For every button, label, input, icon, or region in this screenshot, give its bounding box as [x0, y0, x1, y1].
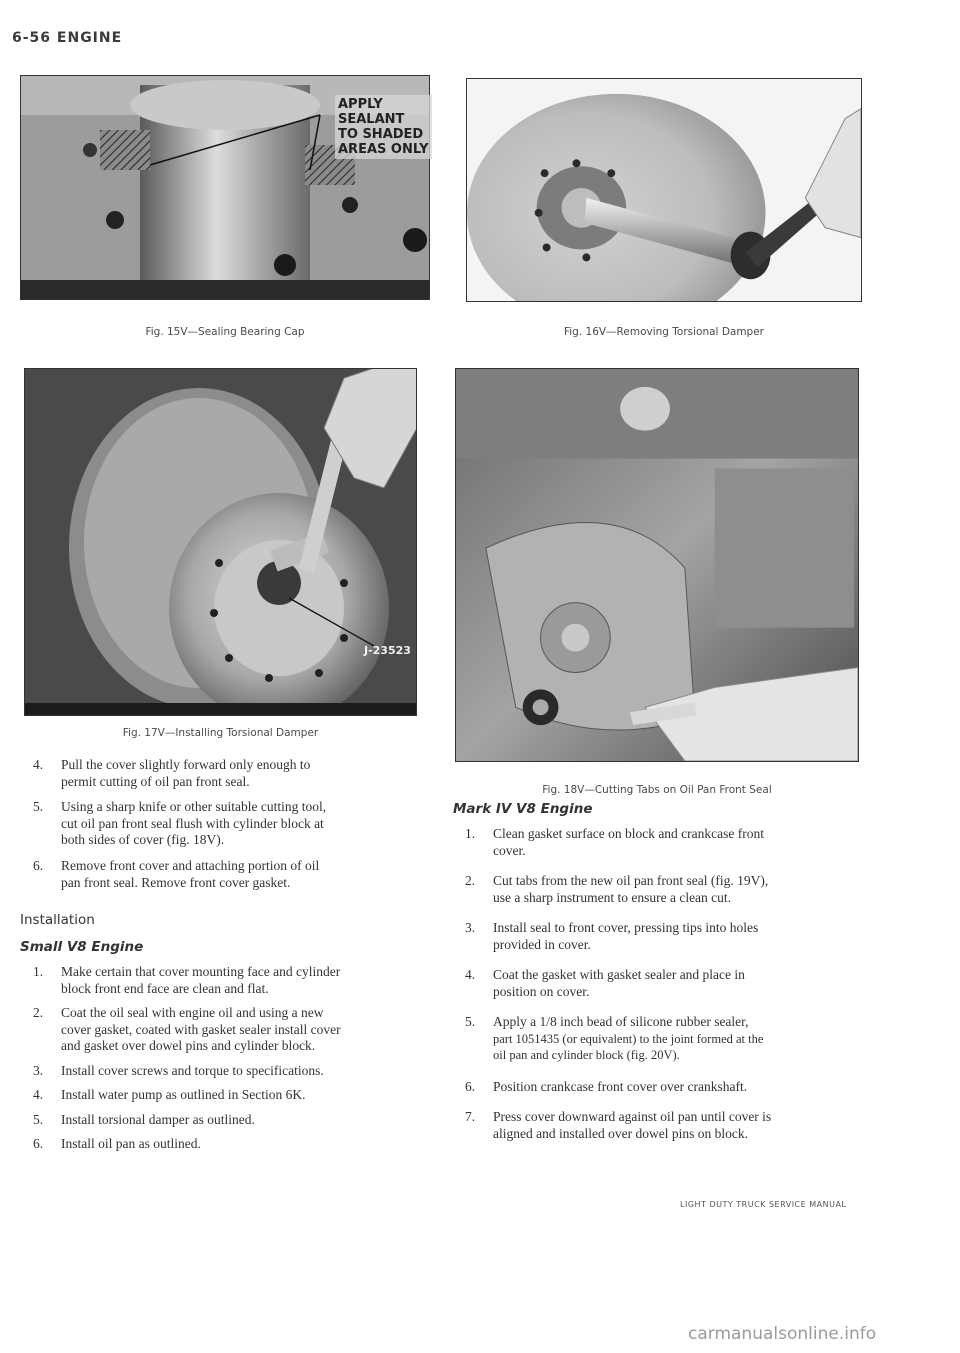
tool-number-label: J-23523 [364, 644, 411, 657]
figure-15v [20, 75, 430, 300]
manual-title-footer: LIGHT DUTY TRUCK SERVICE MANUAL [680, 1200, 847, 1209]
small-v8-heading: Small V8 Engine [20, 939, 144, 955]
figure-15v-caption: Fig. 15V—Sealing Bearing Cap [145, 326, 305, 338]
cutting-tabs-photo [455, 368, 859, 762]
installation-heading: Installation [20, 912, 95, 928]
left-steps-installation: 1. Make certain that cover mounting face and cylinder block front end face are clean and flat. 2. Coat the oil seal with engine oil and using a new cover gasket, coated with gasket sealer install cover and gasket over dowel pins and cylinder block. 3. Install cover screws and torque to specifications. 4. Install water pump as outlined in Section 6K. 5. Install torsional damper as outlined. 6. Install oil pan as outlined. [33, 964, 341, 1151]
sealant-callout: APPLY SEALANT TO SHADED AREAS ONLY [335, 95, 432, 159]
figure-18v-caption: Fig. 18V—Cutting Tabs on Oil Pan Front Seal [542, 784, 772, 796]
mark-iv-v8-heading: Mark IV V8 Engine [453, 801, 593, 817]
installing-damper-photo [24, 368, 417, 716]
figure-17v-caption: Fig. 17V—Installing Torsional Damper [122, 727, 319, 739]
right-steps: 1. Clean gasket surface on block and crankcase front cover. 2. Cut tabs from the new oil pan front seal (fig. 19V), use a sharp instrument to ensure a clean cut. 3. Install seal to front cover, pressing tips into holes provided in cover. 4. Coat the gasket with gasket sealer and place in position on cover. 5. Apply a 1/8 inch bead of silicone rubber sealer, part 1051435 (or equivalent) to the joint formed at the oil pan and cylinder block (fig. 20V). 6. Position crankcase front cover over crankshaft. 7. Press cover downward against oil pan until cover is aligned and installed over dowel pins on block. [465, 826, 772, 1141]
removing-damper-photo [466, 78, 862, 302]
figure-16v [466, 78, 862, 302]
figure-16v-caption: Fig. 16V—Removing Torsional Damper [563, 326, 765, 338]
page-header: 6-56 ENGINE [12, 30, 123, 46]
figure-18v [455, 368, 859, 762]
site-watermark: carmanualsonline.info [688, 1324, 877, 1344]
left-steps-removal: 4. Pull the cover slightly forward only enough to permit cutting of oil pan front seal. 5. Using a sharp knife or other suitable cutting tool, cut oil pan front seal flush with cylinder block at both sides of cover (fig. 18V). 6. Remove front cover and attaching portion of oil pan front seal. Remove front cover gasket. [33, 757, 327, 890]
figure-17v [24, 368, 417, 716]
